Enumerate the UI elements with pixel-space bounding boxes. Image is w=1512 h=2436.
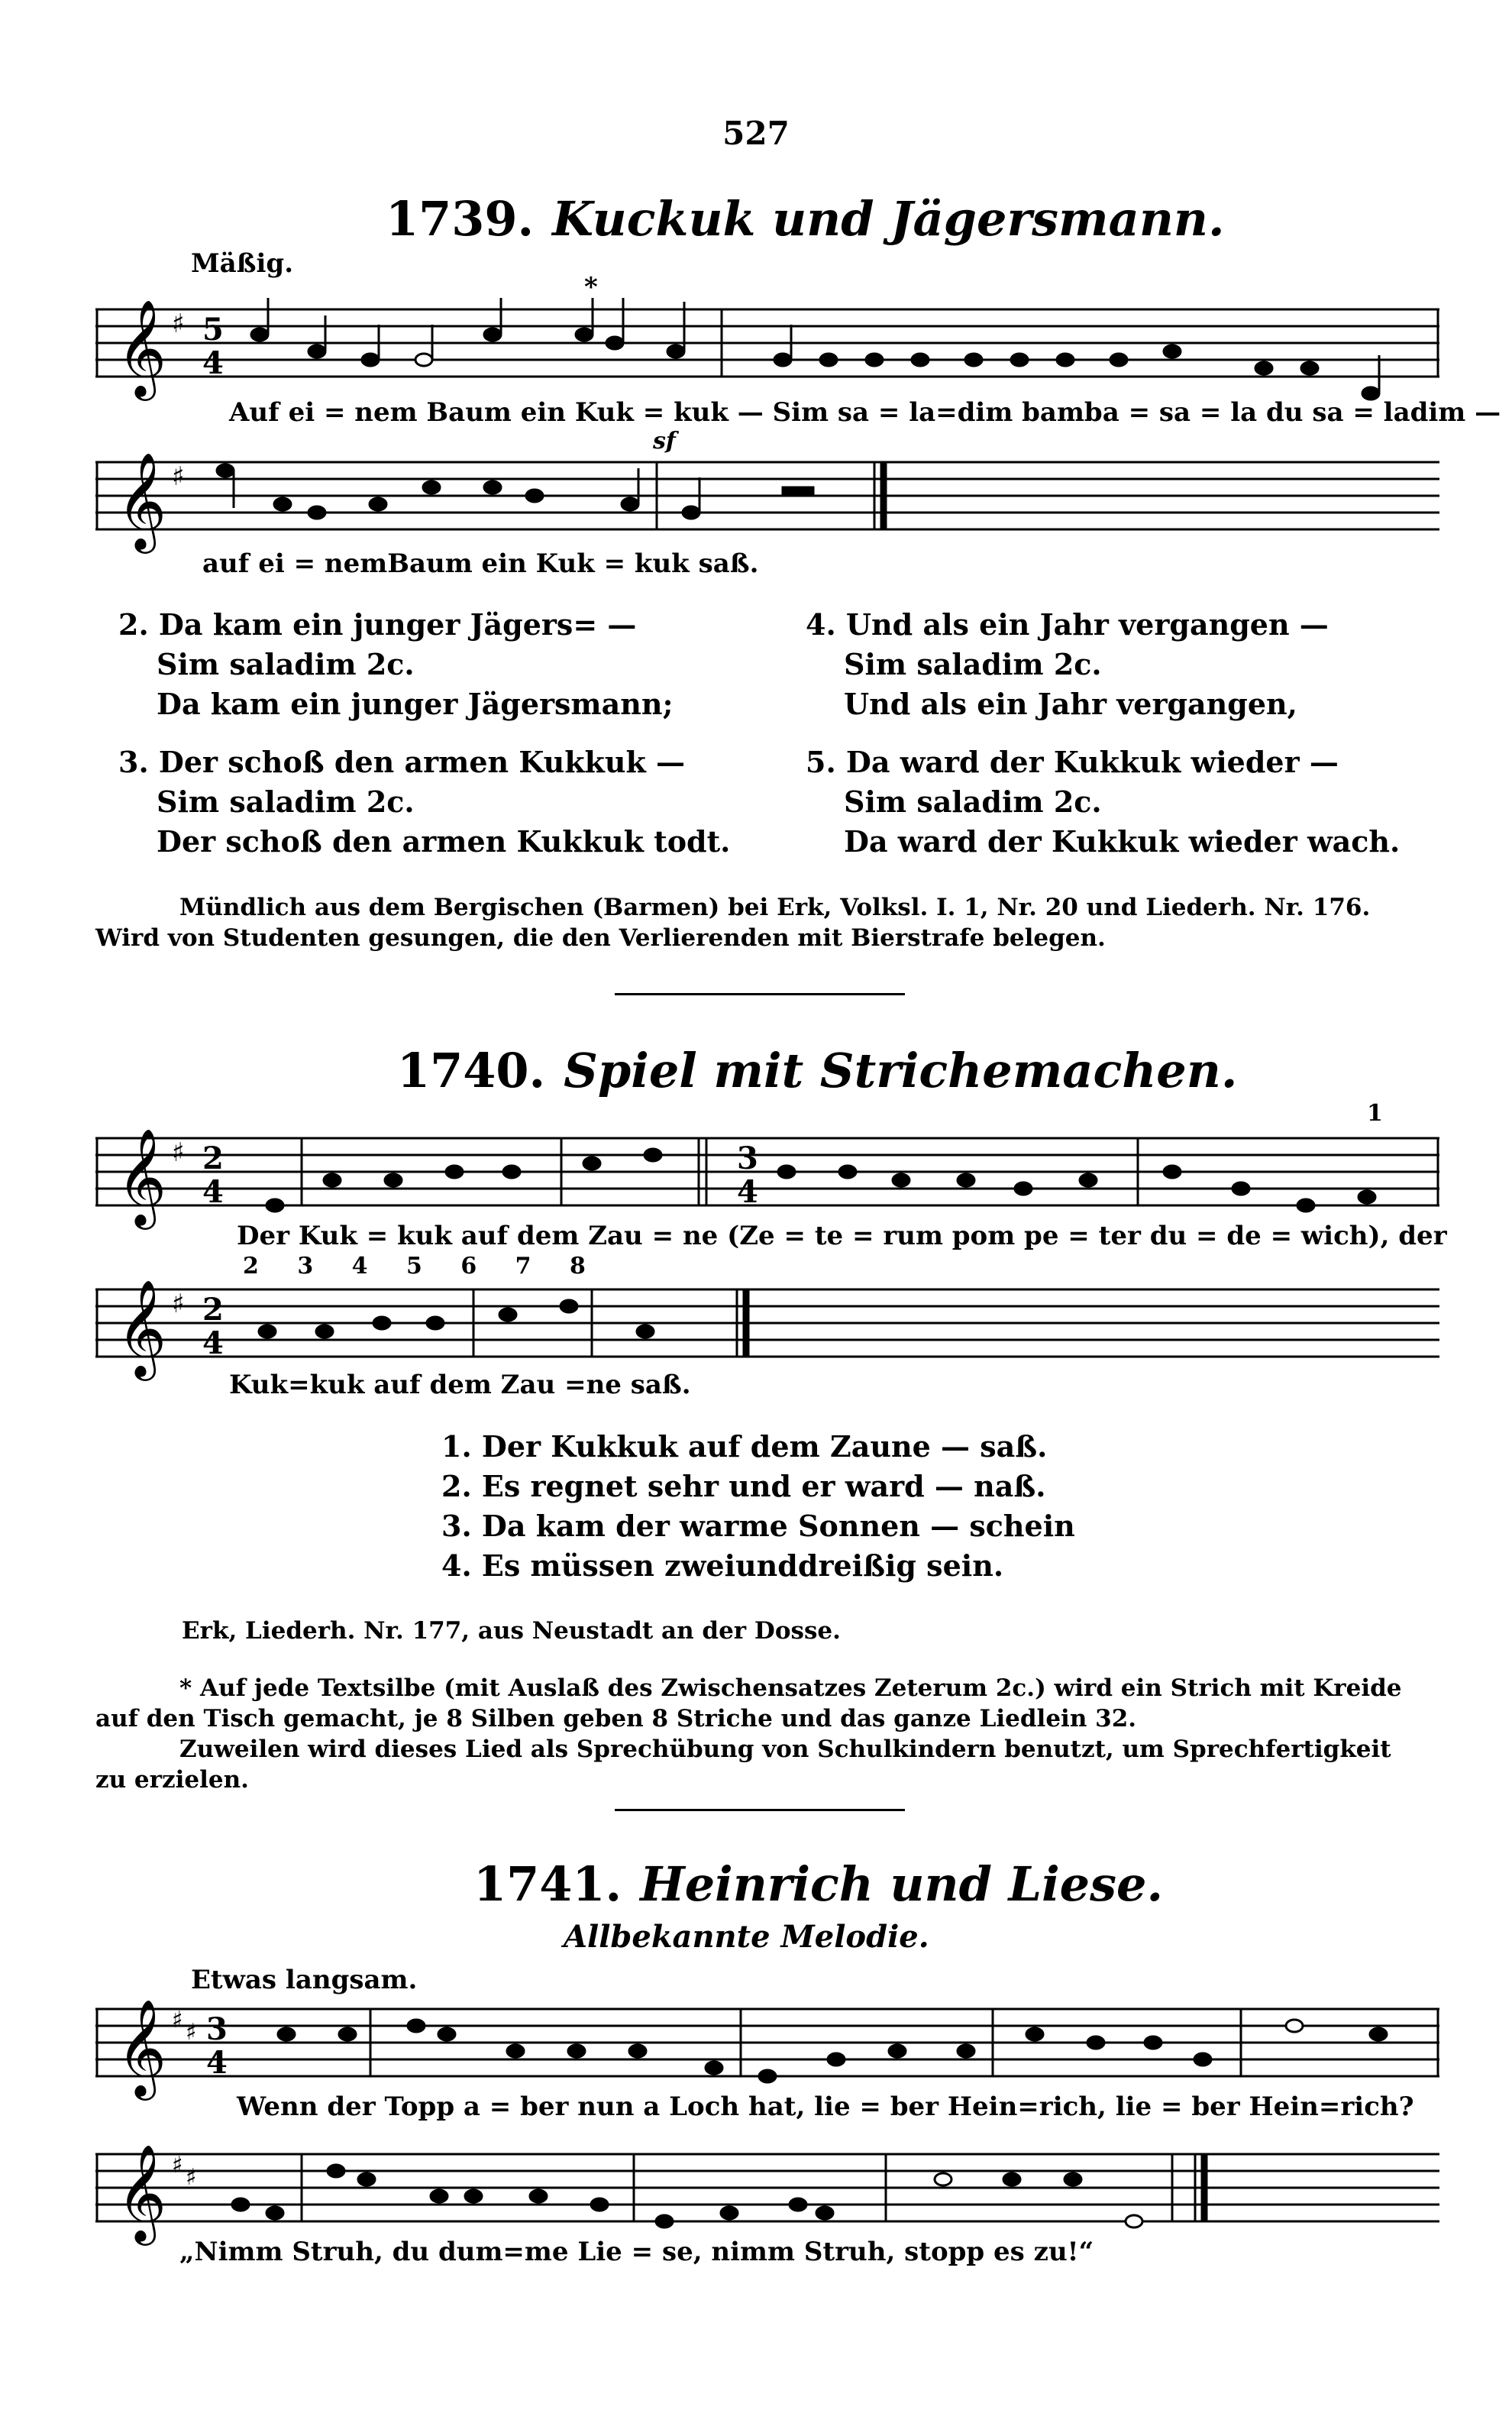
footnote-line: * Auf jede Textsilbe (mit Auslaß des Zwischensatzes Zeterum 2c.) wird ein Strich mit Kreide xyxy=(179,1674,1402,1702)
lyrics-line: auf ei = nemBaum ein Kuk = kuk saß. xyxy=(202,548,759,579)
svg-text:3: 3 xyxy=(737,1140,758,1176)
music-staff-1741-1 xyxy=(95,1998,1439,2096)
verse-line: 2. Da kam ein junger Jägers= — xyxy=(118,607,637,642)
verse-line: Sim saladim 2c. xyxy=(844,785,1102,819)
svg-text:*: * xyxy=(584,272,598,302)
svg-text:𝄞: 𝄞 xyxy=(117,451,167,549)
lyrics-line: Kuk=kuk auf dem Zau =ne saß. xyxy=(229,1370,691,1400)
count-mark: 6 xyxy=(460,1253,477,1279)
dynamic-marking: sf xyxy=(653,428,676,455)
svg-text:3: 3 xyxy=(206,2011,228,2047)
verse-column-right xyxy=(806,605,1400,862)
verse-line: Sim saladim 2c. xyxy=(157,785,415,819)
lyrics-line: Wenn der Topp a = ber nun a Loch hat, lie = ber Hein=rich, lie = ber Hein=rich? xyxy=(237,2091,1414,2122)
lyrics-line: „Nimm Struh, du dum=me Lie = se, nimm Struh, stopp es zu!“ xyxy=(179,2237,1094,2267)
source-note: Mündlich aus dem Bergischen (Barmen) bei Erk, Volksl. I. 1, Nr. 20 und Liederh. Nr. 176. xyxy=(179,894,1371,921)
song-name: Spiel mit Strichemachen. xyxy=(564,1043,1238,1098)
music-staff-1739-1 xyxy=(95,272,1439,396)
source-note: Wird von Studenten gesungen, die den Verlierenden mit Bierstrafe belegen. xyxy=(95,924,1106,952)
section-divider xyxy=(615,1809,905,1811)
svg-text:4: 4 xyxy=(737,1174,758,1210)
svg-text:2: 2 xyxy=(202,1140,224,1176)
verse-line: Da ward der Kukkuk wieder wach. xyxy=(844,824,1401,859)
lyrics-line: Der Kuk = kuk auf dem Zau = ne (Ze = te = rum pom pe = ter du = de = wich), der xyxy=(237,1221,1447,1251)
song-title-1741 xyxy=(473,1856,1163,1912)
tempo-marking: Etwas langsam. xyxy=(191,1965,418,1995)
footnote-line: zu erzielen. xyxy=(95,1766,249,1794)
count-mark: 2 xyxy=(243,1253,259,1279)
verse-line: Da kam ein junger Jägersmann; xyxy=(157,687,674,721)
source-note: Erk, Liederh. Nr. 177, aus Neustadt an der Dosse. xyxy=(182,1617,841,1645)
song-number: 1739. xyxy=(386,191,535,247)
svg-text:4: 4 xyxy=(206,2045,228,2081)
verse-line: 3. Da kam der warme Sonnen — schein xyxy=(441,1509,1075,1543)
verse-line: 5. Da ward der Kukkuk wieder — xyxy=(806,745,1339,779)
count-mark: 8 xyxy=(569,1253,586,1279)
footnote-line: Zuweilen wird dieses Lied als Sprechübung von Schulkindern benutzt, um Sprechfertigkeit xyxy=(179,1736,1391,1763)
svg-text:♯: ♯ xyxy=(172,461,185,492)
svg-text:𝄞: 𝄞 xyxy=(117,1127,167,1225)
song-title-1740 xyxy=(397,1043,1237,1098)
song-number: 1740. xyxy=(397,1043,546,1098)
verse-line: Sim saladim 2c. xyxy=(157,647,415,681)
footnote xyxy=(95,1673,1439,1795)
verse-line: 4. Es müssen zweiunddreißig sein. xyxy=(441,1548,1004,1583)
svg-text:♯: ♯ xyxy=(172,2152,183,2179)
lyrics-line: Auf ei = nem Baum ein Kuk = kuk — Sim sa = la=dim bamba = sa = la du sa = ladim — xyxy=(229,397,1501,428)
count-mark: 3 xyxy=(297,1253,314,1279)
svg-text:𝄞: 𝄞 xyxy=(117,1998,167,2096)
verse-line: 1. Der Kukkuk auf dem Zaune — saß. xyxy=(441,1429,1048,1464)
music-staff-1740-1 xyxy=(95,1127,1439,1225)
count-marks xyxy=(243,1253,586,1279)
footnote-line: auf den Tisch gemacht, je 8 Silben geben 8 Striche und das ganze Liedlein 32. xyxy=(95,1705,1137,1732)
ending-mark: 1 xyxy=(1367,1100,1383,1127)
svg-text:♯: ♯ xyxy=(172,1289,185,1319)
tempo-marking: Mäßig. xyxy=(191,248,294,279)
svg-text:5: 5 xyxy=(202,312,224,348)
svg-text:4: 4 xyxy=(202,345,224,381)
verse-line: Der schoß den armen Kukkuk todt. xyxy=(157,824,731,859)
verse-column-left xyxy=(118,605,730,862)
song-title-1739 xyxy=(386,191,1225,247)
music-staff-1740-2 xyxy=(95,1279,1439,1377)
page-number: 527 xyxy=(722,115,790,152)
svg-text:♯: ♯ xyxy=(186,2019,197,2046)
count-mark: 7 xyxy=(515,1253,531,1279)
verse-list xyxy=(441,1427,1075,1586)
count-mark: 4 xyxy=(351,1253,368,1279)
svg-text:♯: ♯ xyxy=(186,2164,197,2191)
music-staff-1741-2 xyxy=(95,2143,1439,2241)
svg-text:♯: ♯ xyxy=(172,1137,185,1168)
svg-text:♯: ♯ xyxy=(172,2007,183,2033)
svg-text:2: 2 xyxy=(202,1292,224,1328)
music-staff-1739-2 xyxy=(95,451,1439,549)
svg-text:♯: ♯ xyxy=(172,309,185,339)
count-mark: 5 xyxy=(405,1253,422,1279)
verse-line: 2. Es regnet sehr und er ward — naß. xyxy=(441,1469,1046,1503)
svg-text:𝄞: 𝄞 xyxy=(117,2143,167,2241)
section-divider xyxy=(615,993,905,995)
svg-text:𝄞: 𝄞 xyxy=(117,299,167,396)
song-number: 1741. xyxy=(473,1856,622,1912)
verse-line: 4. Und als ein Jahr vergangen — xyxy=(806,607,1329,642)
svg-text:4: 4 xyxy=(202,1325,224,1361)
verse-line: 3. Der schoß den armen Kukkuk — xyxy=(118,745,686,779)
verse-line: Und als ein Jahr vergangen, xyxy=(844,687,1297,721)
song-name: Kuckuk und Jägersmann. xyxy=(552,191,1225,247)
svg-text:𝄞: 𝄞 xyxy=(117,1279,167,1377)
song-name: Heinrich und Liese. xyxy=(640,1856,1164,1912)
verse-line: Sim saladim 2c. xyxy=(844,647,1102,681)
svg-text:4: 4 xyxy=(202,1174,224,1210)
song-subtitle: Allbekannte Melodie. xyxy=(564,1919,929,1955)
